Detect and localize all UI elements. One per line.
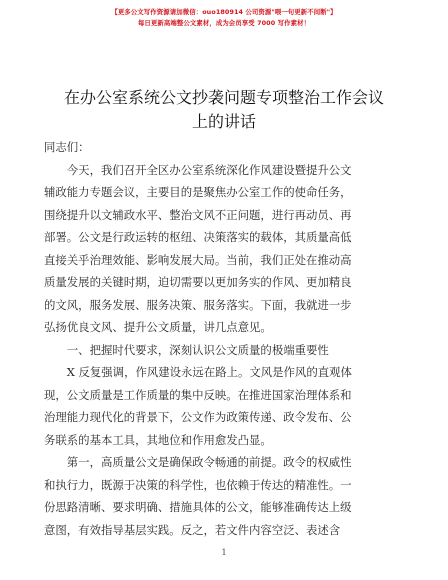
promo-banner xyxy=(0,7,448,29)
text-line: 现，公文质量是工作质量的集中反映。在推进国家治理体系和 xyxy=(44,387,352,402)
text-line: 围绕提升以文辅政水平、整治文风不正问题，进行再动员、再 xyxy=(44,207,352,222)
text-line: 直接关乎治理效能、影响发展大局。当前，我们正处在推动高 xyxy=(44,252,352,267)
paragraph-point-1 xyxy=(44,451,404,541)
text-line: 辅政能力专题会议，主要目的是聚焦办公室工作的使命任务， xyxy=(44,185,352,199)
salutation xyxy=(44,136,404,159)
salutation-text: 同志们： xyxy=(44,140,90,154)
section-heading-1 xyxy=(44,339,404,362)
text-line: 意图，有效指导基层实践。反之，若文件内容空泛、表述含 xyxy=(44,522,341,537)
document-title xyxy=(40,86,408,134)
title-line-1: 在办公室系统公文抄袭问题专项整治工作会议 xyxy=(63,88,384,107)
text-line: 务联系的基本工具，其地位和作用愈发凸显。 xyxy=(44,432,272,447)
text-line: 第一，高质量公文是确保政令畅通的前提。政令的权威性 xyxy=(44,455,352,469)
text-line: 和执行力，既源于决策的科学性，也依赖于传达的精准性。一 xyxy=(44,477,352,492)
page-number: 1 xyxy=(221,548,227,557)
text-line: 部署。公文是行政运转的枢纽、决策落实的载体，其质量高低 xyxy=(44,230,352,244)
paragraph-intro xyxy=(44,159,404,339)
text-line: X 反复强调，作风建设永远在路上。文风是作风的直观体 xyxy=(44,365,352,379)
promo-line-2: 每日更新高端整公文素材，成为会员享受 7000 写作素材！ xyxy=(137,19,311,27)
text-line: 治理能力现代化的背景下，公文作为政策传递、政令发布、公 xyxy=(44,410,352,424)
text-line: 份思路清晰、要求明确、措施具体的公文，能够准确传达上级 xyxy=(44,500,352,514)
text-line: 弘扬优良文风、提升公文质量，讲几点意见。 xyxy=(44,320,272,334)
text-line: 的文风，服务发展、服务决策、服务落实。下面，我就进一步 xyxy=(44,297,352,312)
title-line-2: 上的讲话 xyxy=(191,112,256,131)
document-body xyxy=(44,136,404,541)
text-line: 质量发展的关键时期，迫切需要以更加务实的作风、更加精良 xyxy=(44,275,352,289)
text-line: 今天，我们召开全区办公室系统深化作风建设暨提升公文 xyxy=(44,162,352,177)
paragraph-section-1 xyxy=(44,361,404,451)
heading-line: 一、把握时代要求，深刻认识公文质量的极端重要性 xyxy=(44,342,329,357)
promo-line-1: 【更多公文写作资源请加微信：ouo180914 公司资源"喂一句更新不间断"】 xyxy=(111,8,337,16)
